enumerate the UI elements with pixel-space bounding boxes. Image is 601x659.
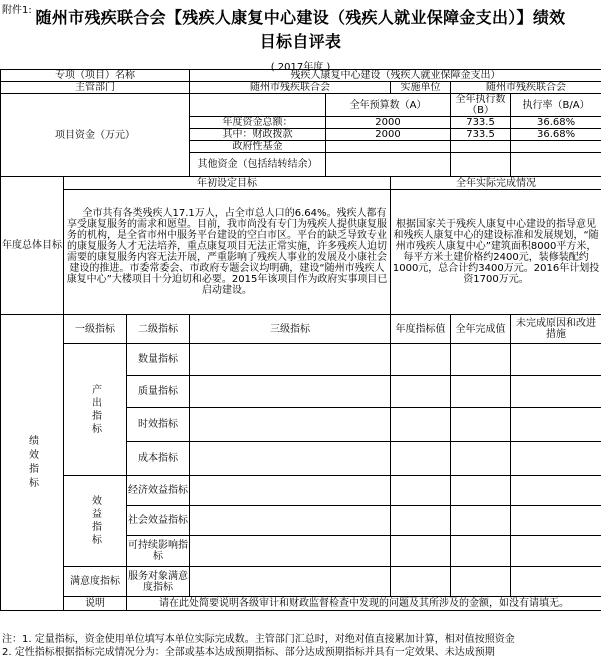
dept-value: 随州市残疾联合会 — [190, 82, 391, 94]
project-label: 专项（项目）名称 — [1, 70, 190, 82]
indicator-done-cell — [451, 408, 511, 442]
funds-row-budget — [326, 153, 451, 177]
indicator-target-cell — [391, 536, 451, 567]
goals-content-row — [1, 190, 601, 315]
col-rate: 执行率（B/A） — [511, 94, 601, 117]
col-initial-goal: 年初设定目标 — [64, 177, 391, 190]
explain-text: 请在此处简要说明各级审计和财政监督检查中发现的问题及其所涉及的金额，如没有请填无。 — [127, 597, 601, 611]
initial-goal-text: 全市共有各类残疾人17.1万人，占全市总人口的6.64%。残疾人都有享受康复服务的需求和愿望。目前，我市尚没有专门为残疾人提供康复服务的机构，是全省市州中服务平台建设的空白市区。平台的缺乏导致专业的康复服务人才无法培养，重点康复项目无法正常实施，许多残疾人迫切需要的康复服务内容无法开展，严重影响了残疾人事业的发展及小康社会建设的推进。市委常委会、市政府专题会议均明确，建设“随州市残疾人康复中心”大楼项目十分迫切和必要。2015年该项目作为政府实事项目已启动建设。 — [64, 190, 391, 315]
indicator-reason-cell — [511, 344, 601, 376]
indicator-done-cell — [451, 476, 511, 506]
indicator-sustainable: 可持续影响指标 — [127, 536, 190, 567]
indicator-target-cell — [391, 408, 451, 442]
group-output-label — [64, 344, 127, 476]
attachment-label: 附件1: — [2, 5, 32, 16]
indicator-level3-cell — [190, 536, 391, 567]
indicator-cost: 成本指标 — [127, 442, 190, 476]
group-benefit-text: 效益指标 — [89, 495, 101, 547]
indicator-economic: 经济效益指标 — [127, 476, 190, 506]
indicator-reason-cell — [511, 567, 601, 597]
header-done: 全年完成值 — [451, 315, 511, 344]
indicator-done-cell — [451, 442, 511, 476]
funds-row-rate — [511, 153, 601, 177]
funds-row-budget: 2000 — [326, 117, 451, 129]
footnote-line: 注：1. 定量指标，资金使用单位填写本单位实际完成数。主管部门汇总时，对绝对值直接累加计算，相对值按照资金 — [2, 634, 515, 645]
indicator-header-row — [1, 315, 601, 344]
funds-row-rate — [511, 141, 601, 153]
indicator-level3-cell — [190, 476, 391, 506]
group-satisfaction-label: 满意度指标 — [64, 567, 127, 597]
indicator-target-cell — [391, 376, 451, 408]
indicator-quality: 质量指标 — [127, 376, 190, 408]
funds-row-name: 政府性基金 — [190, 141, 326, 153]
indicator-level3-cell — [190, 376, 391, 408]
funds-row-budget — [326, 141, 451, 153]
group-benefit-label — [64, 476, 127, 567]
indicator-done-cell — [451, 376, 511, 408]
goals-header-row — [1, 177, 601, 190]
group-output-text: 产出指标 — [89, 383, 101, 436]
indicator-done-cell — [451, 567, 511, 597]
indicator-satisfaction: 服务对象满意度指标 — [127, 567, 190, 597]
impl-value: 随州市残疾联合会 — [451, 82, 601, 94]
indicator-done-cell — [451, 344, 511, 376]
indicator-row — [1, 567, 601, 597]
indicator-row — [1, 344, 601, 376]
funds-blank — [190, 94, 326, 117]
indicators-main-label — [1, 315, 64, 611]
footnotes — [2, 633, 600, 659]
funds-row-name: 其中：财政拨款 — [190, 129, 326, 141]
col-exec: 全年执行数（B） — [451, 94, 511, 117]
funds-row-exec — [451, 141, 511, 153]
indicator-row — [1, 476, 601, 506]
indicator-target-cell — [391, 567, 451, 597]
explain-row — [1, 597, 601, 611]
indicator-reason-cell — [511, 536, 601, 567]
indicator-target-cell — [391, 506, 451, 536]
header-reason: 未完成原因和改进措施 — [511, 315, 601, 344]
funds-row-rate: 36.68% — [511, 129, 601, 141]
header-level1: 一级指标 — [64, 315, 127, 344]
indicator-done-cell — [451, 536, 511, 567]
funds-row-exec — [451, 153, 511, 177]
dept-row — [1, 82, 601, 94]
indicator-reason-cell — [511, 506, 601, 536]
funds-row-name: 年度资金总额： — [190, 117, 326, 129]
funds-row-name: 其他资金（包括结转结余） — [190, 153, 326, 177]
indicator-timeliness: 时效指标 — [127, 408, 190, 442]
indicator-level3-cell — [190, 567, 391, 597]
footnote-line: 2. 定性指标根据指标完成情况分为：全部或基本达成预期指标、部分达成预期指标并具有一定效果、未达成预期 — [2, 647, 495, 658]
title-line-2: 目标自评表 — [259, 32, 342, 51]
indicator-reason-cell — [511, 476, 601, 506]
goals-label: 年度总体目标 — [1, 177, 64, 315]
dept-label: 主管部门 — [1, 82, 190, 94]
indicator-level3-cell — [190, 344, 391, 376]
funds-row-exec: 733.5 — [451, 129, 511, 141]
funds-header-row — [1, 94, 601, 117]
project-value: 残疾人康复中心建设（残疾人就业保障金支出） — [190, 70, 601, 82]
indicators-main-label-text: 绩效指标 — [26, 434, 38, 491]
indicator-level3-cell — [190, 506, 391, 536]
funds-row-rate: 36.68% — [511, 117, 601, 129]
indicator-level3-cell — [190, 408, 391, 442]
actual-result-text: 根据国家关于残疾人康复中心建设的指导意见和残疾人康复中心的建设标准和发展规划，“随州市残疾人康复中心”建筑面积8000平方米，每平方米土建价格约2400元，装修装配约1000元，总合计约3400万元。2016年计划投资1700万元。 — [391, 190, 601, 315]
year-label: ( 2017年度 ) — [270, 62, 331, 73]
header-target: 年度指标值 — [391, 315, 451, 344]
indicator-reason-cell — [511, 408, 601, 442]
indicator-done-cell — [451, 506, 511, 536]
project-row — [1, 70, 601, 82]
indicator-social: 社会效益指标 — [127, 506, 190, 536]
funds-row-budget: 2000 — [326, 129, 451, 141]
indicator-target-cell — [391, 476, 451, 506]
indicator-reason-cell — [511, 376, 601, 408]
col-budget: 全年预算数（A） — [326, 94, 451, 117]
header-level2: 二级指标 — [127, 315, 190, 344]
explain-label: 说明 — [64, 597, 127, 611]
indicator-target-cell — [391, 442, 451, 476]
indicator-quantity: 数量指标 — [127, 344, 190, 376]
evaluation-table — [0, 69, 601, 611]
col-actual-result: 全年实际完成情况 — [391, 177, 601, 190]
title-line-1: 随州市残疾联合会【残疾人康复中心建设（残疾人就业保障金支出）】绩效 — [35, 8, 566, 27]
funds-row-exec: 733.5 — [451, 117, 511, 129]
header-level3: 三级指标 — [190, 315, 391, 344]
impl-label: 实施单位 — [391, 82, 451, 94]
funds-label: 项目资金（万元） — [1, 94, 190, 177]
page-title — [0, 6, 601, 54]
indicator-target-cell — [391, 344, 451, 376]
indicator-level3-cell — [190, 442, 391, 476]
indicator-reason-cell — [511, 442, 601, 476]
